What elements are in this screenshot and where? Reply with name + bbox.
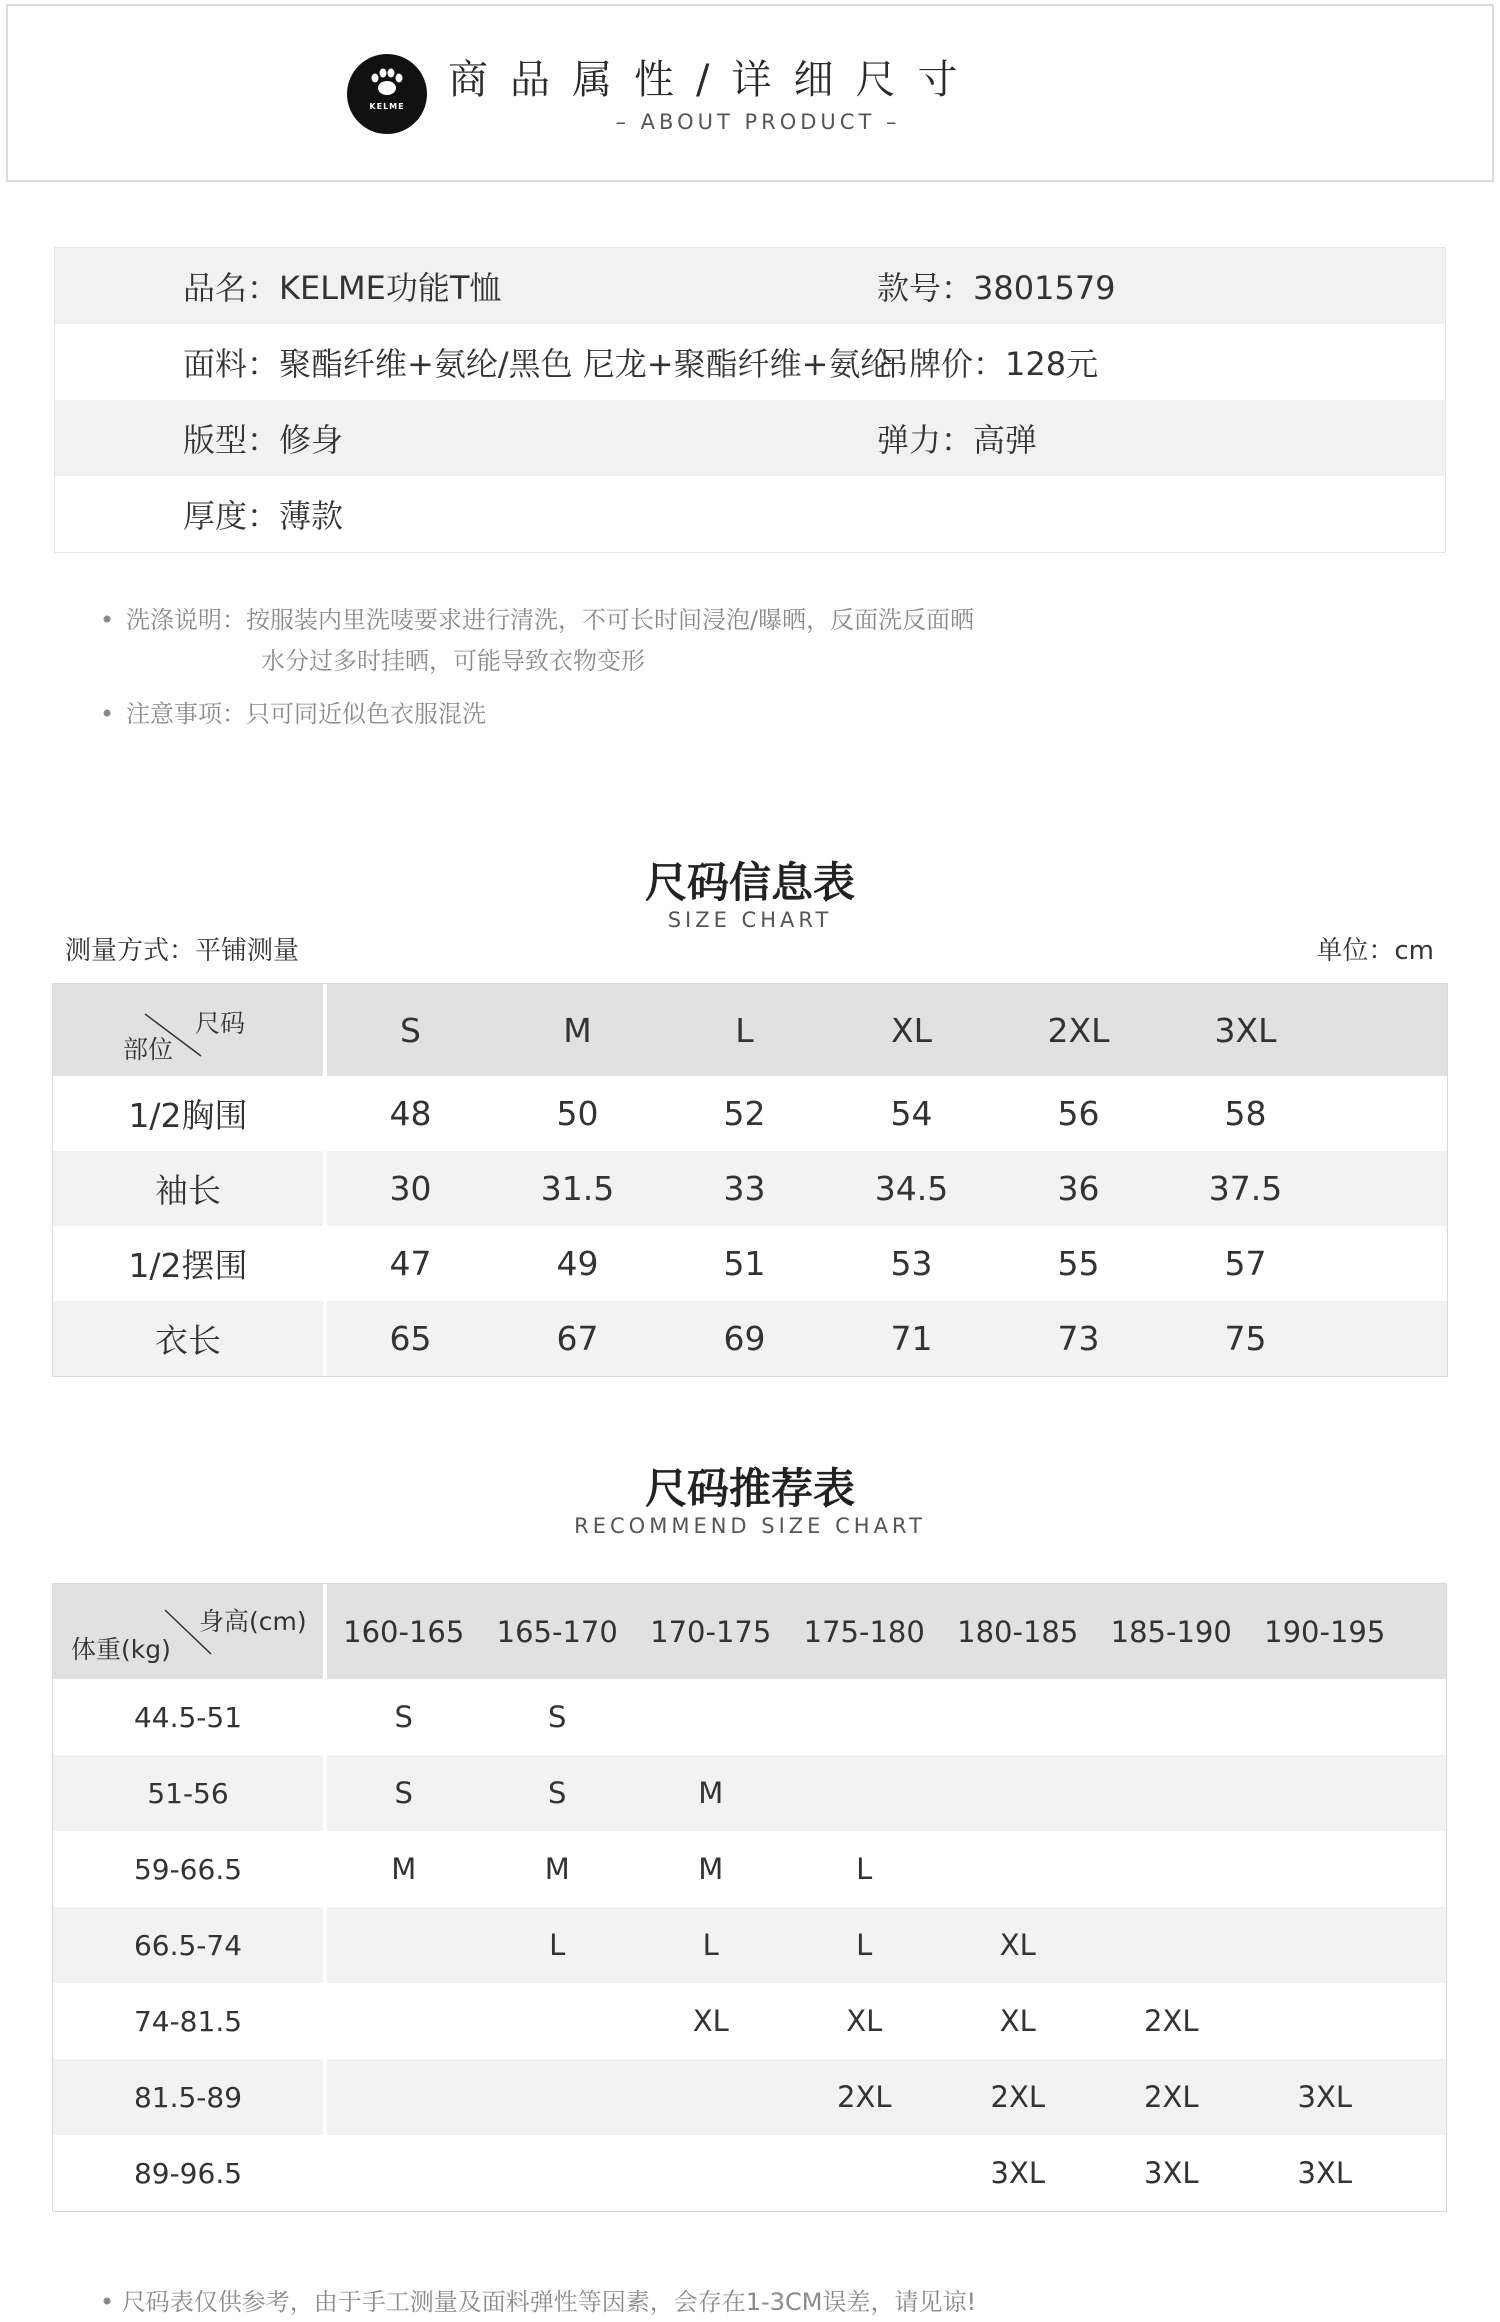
corner-top-label: 尺码	[195, 1009, 246, 1038]
attribute-label: 版型：	[183, 421, 280, 459]
table-cell: M	[698, 1852, 724, 1886]
table-cell: 52	[723, 1094, 766, 1133]
table-cell: 51	[723, 1244, 766, 1283]
size-header: L	[735, 1010, 754, 1050]
weight-cell: 59-66.5	[53, 1831, 327, 1907]
wash-text: 按服装内里洗唛要求进行清洗，不可长时间浸泡/曝晒，反面洗反面晒	[246, 606, 975, 634]
recommend-chart-subtitle: RECOMMEND SIZE CHART	[574, 1514, 926, 1538]
height-header: 180-185	[957, 1614, 1079, 1649]
table-row	[53, 1301, 1447, 1376]
table-cell: 33	[723, 1169, 766, 1208]
size-header: M	[563, 1010, 592, 1050]
table-row	[53, 1151, 1447, 1226]
table-cell: 58	[1224, 1094, 1267, 1133]
attribute-row	[55, 400, 1445, 476]
table-cell: 2XL	[990, 2080, 1045, 2114]
table-cell: M	[544, 1852, 570, 1886]
attribute-label: 弹力：	[877, 421, 974, 459]
table-cell: 53	[890, 1244, 933, 1283]
height-header: 190-195	[1264, 1614, 1386, 1649]
size-chart-title: 尺码信息表	[644, 858, 855, 907]
table-cell: 2XL	[1144, 2080, 1199, 2114]
table-cell: 48	[389, 1094, 432, 1133]
product-attribute-table	[54, 247, 1446, 553]
attribute-value: 高弹	[973, 421, 1038, 459]
wash-note	[100, 600, 1200, 641]
table-cell: 30	[389, 1169, 432, 1208]
table-cell: XL	[846, 2004, 883, 2038]
table-cell: 55	[1057, 1244, 1100, 1283]
table-cell: 3XL	[1297, 2156, 1352, 2190]
table-cell: S	[548, 1700, 567, 1734]
table-cell: M	[698, 1776, 724, 1810]
weight-cell: 89-96.5	[53, 2135, 327, 2211]
recommend-chart-title: 尺码推荐表	[644, 1464, 855, 1513]
table-cell: S	[394, 1700, 413, 1734]
attribute-value: 3801579	[973, 269, 1116, 307]
attribute-label: 厚度：	[183, 497, 280, 535]
table-cell: 71	[890, 1319, 933, 1358]
table-row	[53, 2059, 1446, 2135]
table-row	[53, 1226, 1447, 1301]
weight-cell: 44.5-51	[53, 1679, 327, 1755]
table-cell: 37.5	[1208, 1169, 1283, 1208]
recommend-chart-table	[52, 1583, 1447, 2212]
size-header: XL	[891, 1010, 932, 1050]
attention-label: 注意事项：	[126, 700, 246, 728]
table-cell: 3XL	[1144, 2156, 1199, 2190]
size-header: 3XL	[1214, 1010, 1277, 1050]
table-cell: 54	[890, 1094, 933, 1133]
table-row	[53, 1907, 1446, 1983]
size-chart-subtitle: SIZE CHART	[667, 908, 833, 932]
table-cell: L	[702, 1928, 719, 1962]
height-header-row	[53, 1584, 1446, 1679]
table-cell: 69	[723, 1319, 766, 1358]
table-cell: 67	[556, 1319, 599, 1358]
size-header-row	[53, 984, 1447, 1076]
table-row	[53, 1755, 1446, 1831]
table-cell: 49	[556, 1244, 599, 1283]
attribute-row	[55, 324, 1445, 400]
table-row	[53, 1831, 1446, 1907]
header-box	[6, 4, 1494, 182]
bullet: •	[100, 700, 115, 728]
height-header: 185-190	[1110, 1614, 1232, 1649]
part-cell: 衣长	[53, 1301, 327, 1376]
header-subtitle: – ABOUT PRODUCT –	[615, 110, 901, 134]
wash-label: 洗涤说明：	[126, 606, 246, 634]
part-cell: 1/2胸围	[53, 1076, 327, 1151]
table-row	[53, 1983, 1446, 2059]
table-row	[53, 1076, 1447, 1151]
table-cell: 57	[1224, 1244, 1267, 1283]
attention-text: 只可同近似色衣服混洗	[246, 700, 486, 728]
corner-bottom-label: 部位	[123, 1035, 174, 1064]
table-cell: XL	[692, 2004, 729, 2038]
table-cell: 2XL	[837, 2080, 892, 2114]
attribute-row	[55, 476, 1445, 552]
attention-note	[100, 694, 1200, 735]
size-header: S	[400, 1010, 421, 1050]
kelme-logo	[347, 54, 427, 134]
table-cell: 47	[389, 1244, 432, 1283]
attribute-row	[55, 248, 1445, 324]
table-cell: L	[856, 1928, 873, 1962]
logo-text: KELME	[369, 102, 405, 111]
table-cell: L	[549, 1928, 566, 1962]
height-header: 170-175	[650, 1614, 772, 1649]
table-cell: 75	[1224, 1319, 1267, 1358]
table-cell: L	[856, 1852, 873, 1886]
corner-top-label: 身高(cm)	[199, 1607, 307, 1636]
table-row	[53, 2135, 1446, 2211]
unit-label: 单位：cm	[1316, 936, 1434, 966]
table-cell: S	[394, 1776, 413, 1810]
table-cell: 31.5	[540, 1169, 615, 1208]
table-cell: XL	[999, 2004, 1036, 2038]
height-header: 160-165	[343, 1614, 465, 1649]
table-cell: 2XL	[1144, 2004, 1199, 2038]
attribute-label: 款号：	[877, 269, 974, 307]
corner-cell	[53, 1584, 327, 1679]
weight-cell: 66.5-74	[53, 1907, 327, 1983]
table-cell: XL	[999, 1928, 1036, 1962]
height-header: 175-180	[803, 1614, 925, 1649]
attribute-label: 品名：	[183, 269, 280, 307]
table-cell: 50	[556, 1094, 599, 1133]
attribute-value: 128元	[1005, 345, 1099, 383]
weight-cell: 74-81.5	[53, 1983, 327, 2059]
size-header: 2XL	[1047, 1010, 1110, 1050]
weight-cell: 51-56	[53, 1755, 327, 1831]
bullet: •	[100, 606, 115, 634]
attribute-value: 修身	[279, 421, 344, 459]
table-cell: 3XL	[990, 2156, 1045, 2190]
size-chart-table	[52, 983, 1448, 1377]
corner-bottom-label: 体重(kg)	[71, 1635, 171, 1664]
table-cell: 65	[389, 1319, 432, 1358]
part-cell: 1/2摆围	[53, 1226, 327, 1301]
attribute-label: 面料：	[183, 345, 280, 383]
table-cell: M	[391, 1852, 417, 1886]
table-cell: 36	[1057, 1169, 1100, 1208]
table-cell: 34.5	[874, 1169, 949, 1208]
wash-text-2: 水分过多时挂晒，可能导致衣物变形	[261, 647, 645, 675]
paw-icon	[347, 54, 427, 134]
corner-cell	[53, 984, 327, 1076]
table-cell: S	[548, 1776, 567, 1810]
table-cell: 3XL	[1297, 2080, 1352, 2114]
table-cell: 73	[1057, 1319, 1100, 1358]
part-cell: 袖长	[53, 1151, 327, 1226]
wash-note-continued	[100, 641, 1200, 682]
height-header: 165-170	[496, 1614, 618, 1649]
weight-cell: 81.5-89	[53, 2059, 327, 2135]
attribute-value: 薄款	[279, 497, 344, 535]
attribute-value: 聚酯纤维+氨纶/黑色 尼龙+聚酯纤维+氨纶	[279, 345, 893, 383]
care-notes	[100, 600, 1200, 735]
diagonal-line	[53, 984, 327, 1076]
table-cell: 56	[1057, 1094, 1100, 1133]
measure-method: 测量方式：平铺测量	[65, 936, 300, 966]
table-row	[53, 1679, 1446, 1755]
header-title: 商品属性/详细尺寸	[448, 57, 980, 103]
footer-note: • 尺码表仅供参考，由于手工测量及面料弹性等因素，会存在1-3CM误差，请见谅!	[100, 2288, 977, 2316]
attribute-value: KELME功能T恤	[279, 269, 502, 307]
attribute-label: 吊牌价：	[877, 345, 1006, 383]
